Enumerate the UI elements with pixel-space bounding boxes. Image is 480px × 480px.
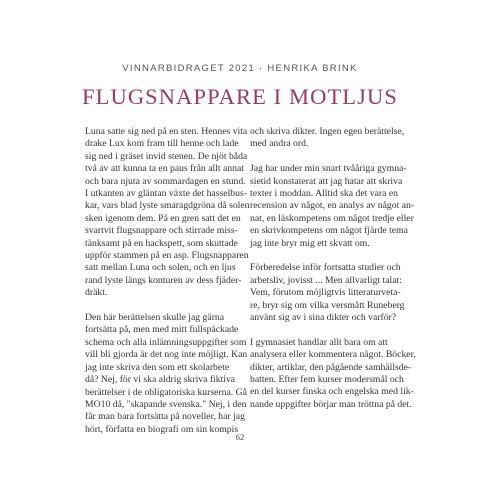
text-line: tänksamt på en hackspett, som skuttade <box>85 237 238 249</box>
text-line: batten. Efter fem kurser modersmål och <box>250 374 404 386</box>
text-line: vill bli gjorda är det nog inte möjligt. Kan <box>85 349 248 361</box>
text-line: jag inte skriva den som ett skolarbete <box>85 361 230 373</box>
text-line: I gymnasiet handlar allt bara om att <box>250 336 388 348</box>
text-line: uppför stammen på en asp. Flugsnapparen <box>85 250 249 262</box>
text-line: arbetsliv, jovisst ... Men allvarligt talat: <box>250 274 402 286</box>
text-line: Jag har under min snart tvååriga gymna- <box>250 163 407 175</box>
right-column <box>250 126 416 424</box>
text-line: texter i moddan. Alltid ska det vara en <box>250 188 398 200</box>
text-line: med andra ord. <box>250 138 309 150</box>
text-line: och skriva dikter. Ingen egen berättelse, <box>250 126 405 137</box>
body-paragraph <box>250 262 405 324</box>
text-line: kar, vars blad lyste smaragdgröna då solen <box>85 200 250 212</box>
text-line: sken igenom dem. På en gren satt det en <box>85 212 241 224</box>
text-line: Förberedelse inför fortsatta studier och <box>250 262 401 274</box>
text-line: drake Lux kom fram till henne och lade <box>85 138 239 150</box>
text-line: nande uppgifter börjar man tröttna på det. <box>250 398 412 410</box>
text-line: Den här berättelsen skulle jag gärna <box>85 312 225 324</box>
text-line: nat, en läskompetens om något tredje eller <box>250 212 414 224</box>
text-line: två av att kunna ta en paus från allt annat <box>85 163 244 175</box>
body-paragraph <box>250 163 415 250</box>
body-paragraph <box>85 126 250 300</box>
text-line: schema och alla inlämningsuppgifter som <box>85 336 247 348</box>
text-line: rand lyste längs konturen av dess fjäder- <box>85 274 242 286</box>
text-line: sig ned i gräset invid stenen. De njöt båda <box>85 150 248 162</box>
text-line: hört, författa en biografi om sin kompis <box>85 423 239 435</box>
text-line: Luna satte sig ned på en sten. Hennes vita <box>85 126 248 137</box>
text-line: svartvit flugsnappare och stirrade miss- <box>85 225 238 237</box>
text-line: re, bryr sig om vilka versmått Runeberg <box>250 299 405 311</box>
text-line: analysera eller kommentera något. Böcker, <box>250 349 416 361</box>
text-line: en del kurser finska och engelska med lik- <box>250 386 414 398</box>
body-paragraph <box>250 336 416 411</box>
section-kicker: VINNARBIDRAGET 2021 · HENRIKA BRINK <box>122 63 358 74</box>
body-paragraph <box>250 126 405 151</box>
text-line: dräkt. <box>85 287 108 299</box>
body-paragraph <box>85 312 248 436</box>
text-line: en skrivkompetens om något fjärde tema <box>250 225 408 237</box>
text-line: då? Nej, för vi ska aldrig skriva fiktiva <box>85 374 236 386</box>
article-title: FLUGSNAPPARE I MOTLJUS <box>82 84 398 109</box>
text-line: MO10 då, "skapande svenska." Nej, i den <box>85 398 247 410</box>
text-line: I utkanten av gläntan växte det hasselbus- <box>85 188 247 200</box>
text-line: berättelser i de obligatoriska kurserna. Gå <box>85 386 247 398</box>
text-line: och bara njuta av sommardagen en stund. <box>85 175 246 187</box>
text-line: får man bara fortsätta på noveller, har jag <box>85 411 245 423</box>
text-line: fortsätta på, men med mitt fullspäckade <box>85 324 239 336</box>
text-line: sietid konstaterat att jag hatar att skriva <box>250 175 403 187</box>
text-line: Vem, förutom möjligtvis litteraturveta- <box>250 287 401 299</box>
page-number: 62 <box>235 432 245 442</box>
text-line: recension av något, en analys av något an- <box>250 200 415 212</box>
text-line: satt mellan Luna och solen, och en ljus <box>85 262 236 274</box>
text-line: jag inte bryr mig ett skvatt om. <box>250 237 370 249</box>
text-line: dikter, artiklar, den pågående samhällsde- <box>250 361 412 373</box>
text-line: använt sig av i sina dikter och varför? <box>250 312 397 324</box>
